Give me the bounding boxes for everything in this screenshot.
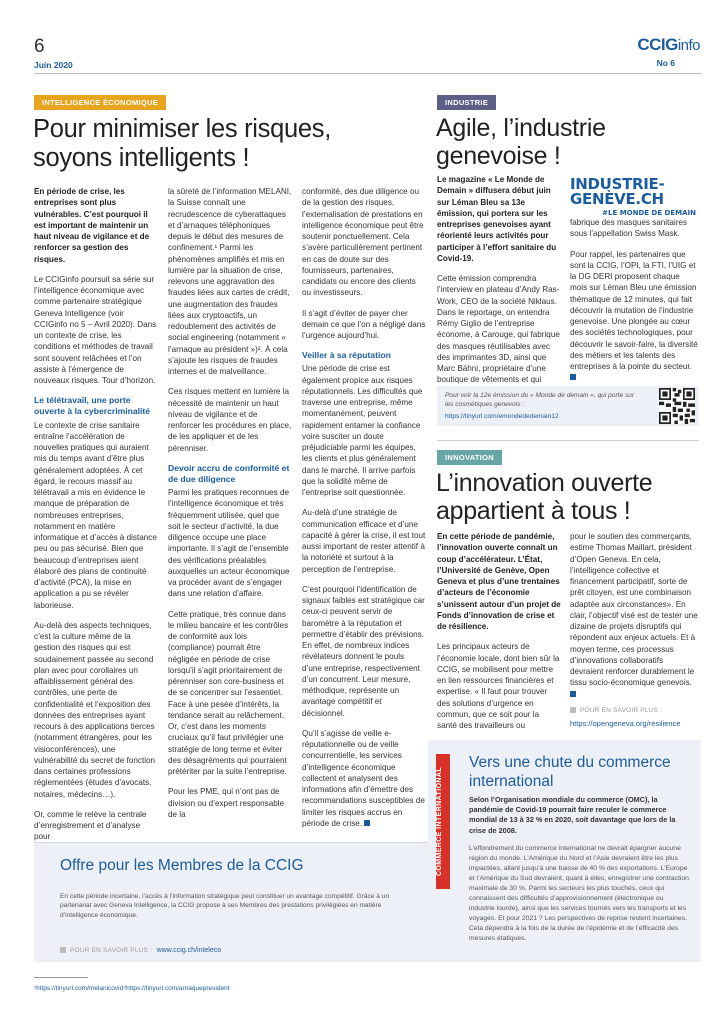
article1-subhead-reputation: Veiller à sa réputation — [302, 350, 391, 361]
article2-column-1 — [437, 174, 561, 395]
article3-link[interactable]: https://opengeneva.org/resilience — [570, 718, 681, 728]
article3-column-2 — [570, 531, 698, 729]
article3-title — [436, 469, 706, 526]
article1-paragraph — [302, 728, 426, 829]
article3-more-label: POUR EN SAVOIR PLUS : — [570, 707, 698, 716]
article2-title-line2: genevoise ! — [436, 142, 561, 171]
offer-more-label: POUR EN SAVOIR PLUS : — [60, 947, 152, 954]
article1-subhead-conformite: Devoir accru de conformité et de due diligence — [168, 462, 290, 484]
footnote-divider — [34, 977, 88, 978]
article1-title-line1: Pour minimiser les risques, — [33, 115, 331, 143]
article1-paragraph: Le CCIGinfo poursuit sa série sur l’intelligence économique avec comme partenaire stratégique Geneva Intelligence (voir CCIGinfo no 5 – Avril 2020). Dans un contexte de crise, les conditions et méthodes de travail sont souvent relâchées et l’on assiste à l’émergence de nouveaux risques. Tour d’horizon. — [34, 274, 157, 385]
article2-info-box — [437, 386, 699, 426]
article2-paragraph: Cette émission comprendra l’interview en plateau d’Andy Ras-Work, CEO de la société Niklaus. Dans le reportage, on entendra Rémy Giglio de l’entreprise économe, à Carouge, qui fabrique des masques réutilisables avec des imprimantes 3D, ainsi que Marc Bähni, propriétaire d’une boutique de vêtements et qui — [437, 274, 560, 385]
article1-column-3 — [302, 186, 426, 838]
article3-closing: pour le soutien des commerçants, estime Thomas Maillart, président d’Open Geneva. En cela, l’intelligence collective et financement participatif, sorte de prêt citoyen, est une combinaison adaptée aux circonstances». En clair, l’objectif visé est de tester une dizaine de projets disruptifs qui répondent aux enjeux actuels. Et à moyen terme, ces processus d’innovations collaboratifs devraient renforcer durablement le tissu socio-économique genevois. — [570, 532, 698, 688]
article1-paragraph: Une période de crise est également propice aux risques réputationnels. Les difficultés que traverse une entreprise, même momentanément, peuvent rapidement entamer la confiance voire susciter un doute préjudiciable parmi les équipes, les clients et plus généralement dans le marché. Il arrive parfois que la solidité même de l’entreprise soit questionnée. — [302, 364, 423, 498]
logo-sub: info — [677, 37, 700, 54]
section-divider — [437, 440, 699, 441]
end-square-icon — [364, 820, 370, 826]
article1-paragraph: Le contexte de crise sanitaire entraîne l’accélération de nouvelles pratiques qui auraient mis du temps avant d’être plus généralement adoptées. À cet égard, le recours massif au télétravail a mis en évidence le manque de préparation de nombreuses entreprises, notamment en matière informatique et d’accès à distance peu ou pas sécurisé. Bien que beaucoup d’entreprises aient élaboré des plans de continuité d’activité (PCA), la mise en application a pu se révéler laborieuse. — [34, 420, 157, 610]
section-label-innovation: INNOVATION — [437, 450, 502, 465]
issue-date: Juin 2020 — [34, 60, 73, 70]
article2-info-text: Pour voir la 12e émission du « Monde de demain », qui porte sur les cosmétiques genevois : — [445, 392, 635, 408]
article2-column-2 — [570, 217, 698, 393]
article1-lead: En période de crise, les entreprises sont plus vulnérables. C’est pourquoi il est important de maintenir un haut niveau de vigilance et de renforcer sa gestion des risques. — [34, 187, 150, 264]
article1-paragraph: Parmi les pratiques reconnues de l’intelligence économique et très fréquemment utilisée, quel que soit le secteur d’activité, la due diligence occupe une place importante. Il s’agit de l’ensemble des vérifications préalables auxquelles un acteur économique va procéder avant de s’engager dans une relation d’affaire. — [168, 488, 290, 599]
commerce-box — [428, 740, 701, 962]
article4-title-line1: Vers une chute du commerce — [469, 754, 671, 771]
offer-link[interactable]: www.ccig.ch/inteleco — [156, 947, 222, 954]
article1-paragraph: conformité, des due diligence ou de la gestion des risques, l’externalisation de prestations en intelligence économique peut être soutenir ponctuellement. Cela s’avère particulièrement pertinent en cas de doute sur des fournisseurs, partenaires, candidats ou encore des clients ou investisseurs. — [302, 187, 424, 298]
article4-body: L’effondrement du commerce international ne devrait épargner aucune région du monde. L’Amérique du Nord et l’Asie devraient être les plus impactées, allant jusqu’à une baisse de 40 % des exportations. L’Europe et l’Amérique du Sud devraient, quant à elles, enregistrer une contraction maximale de 30 %. Parmi les secteurs les plus touchés, ceux qui connaissent des difficultés d’approvisionnement (électronique ou industrie lourde), ainsi que les services tournés vers les transports et les voyages. Et pour 2021 ? Les perspectives de reprise restent incertaines. Cela dépendra à la fois de la durée de l’épidémie et de l’efficacité des mesures étatiques. — [469, 845, 689, 942]
end-square-icon — [570, 691, 576, 697]
offer-more — [60, 939, 221, 957]
commerce-side-label: COMMERCE INTERNATIONAL — [436, 754, 450, 889]
article4-title — [469, 754, 694, 791]
article3-lead: En cette période de pandémie, l’innovation ouverte connaît un coup d’accélérateur. L’État, l’Université de Genève, Open Geneva et plus d’une trentaines d’acteurs de l’économie s’unissent autour d’un projet de Fonds d’innovation de crise et de résilience. — [437, 532, 561, 631]
ccig-logo — [637, 35, 700, 55]
article1-paragraph: Cette pratique, très connue dans le milieu bancaire et les contrôles de conformité aux lois (compliance) pourrait être négligée en période de crise lorsqu’il s’agit prioritairement de pérenniser son core-business et de se concentrer sur l’essentiel. Face à une pesée d’intérêts, la tendance serait au relâchement. Or, c’est dans les moments cruciaux qu’il faut privilégier une stratégie de long terme et éviter des désagréments qui pourraient prétériter par la suite l’entreprise. — [168, 609, 289, 777]
article1-paragraph: C’est pourquoi l’identification de signaux faibles est stratégique car ceux-ci peuvent servir de baromètre à la réputation et permettre d’établir des prévisions. En effet, de nombreux indices révélateurs donnent le pouls d’une entreprise, respectivement d’un concurrent. Leur mesure, méthodique, représente un avantage compétitif et décisionnel. — [302, 584, 425, 718]
article1-paragraph: Il s’agit d’éviter de payer cher demain ce que l’on a négligé dans l’urgence aujourd’hui. — [302, 308, 426, 340]
article3-title-line2: appartient à tous ! — [436, 497, 631, 526]
article2-title — [436, 114, 706, 171]
article2-paragraph: fabrique des masques sanitaires sous l’appellation Swiss Mask. — [570, 218, 687, 239]
article2-title-line1: Agile, l’industrie — [436, 114, 606, 142]
page-number: 6 — [34, 36, 45, 57]
article2-closing: Pour rappel, les partenaires que sont la CCIG, l’OPI, la FTI, l’UIG et la DG DERI proposent chaque mois sur Léman Bleu une émission thématique de 12 minutes, qui fait découvrir la mutation de l’industrie genevoise. Une plongée au cœur des sociétés technologiques, pour découvrir le savoir-faire, la diversité des métiers et les talents des entreprises à la pointe du secteur. — [570, 249, 698, 371]
offer-title: Offre pour les Membres de la CCIG — [60, 857, 304, 874]
article1-column-1 — [34, 186, 158, 852]
header-divider — [34, 73, 702, 74]
article1-column-2 — [168, 186, 292, 829]
logo-main: CCIG — [637, 35, 678, 54]
section-label-industrie: INDUSTRIE — [437, 95, 496, 110]
article3-paragraph: Les principaux acteurs de l’économie locale, dont bien sûr la CCIG, se mobilisent pour mettre en lien ressources financières et expertise. « Il faut pour trouver des solutions d’urgence en commun, que ce soit pour la santé des travailleurs ou — [437, 642, 560, 730]
article3-column-1 — [437, 531, 561, 740]
article3-title-line1: L’innovation ouverte — [436, 469, 653, 497]
article4-lead: Selon l’Organisation mondiale du commerce (OMC), la pandémie de Covid-19 pourrait faire reculer le commerce mondial de 13 à 32 % en 2020, soit davantage que lors de la crise de 2008. — [469, 795, 676, 835]
article1-paragraph: la sûreté de l’information MELANI, la Suisse connaît une recrudescence de cyberattaques et d’arnaques téléphoniques depuis le début des mesures de confinement.¹ Parmi les phénomènes amplifiés et mis en lumière par la situation de crise, relevons une aggravation des fraudes liées aux cartes de crédit, une augmentation des fraudes liées aux cryptoactifs, un redoublement des activités de social engineering (notamment « l’arnaque au président »)². À cela s’ajoute les risques de fraudes internes et de malveillance. — [168, 187, 292, 376]
section-label-intelligence: INTELLIGENCE ÉCONOMIQUE — [34, 95, 166, 110]
article1-paragraph: Ces risques mettent en lumière la nécessité de maintenir un haut niveau de vigilance et de renforcer les procédures en place, de les appliquer et de les pérenniser. — [168, 387, 292, 453]
industrie-logo-line1: INDUSTRIE-GENÈVE.CH — [570, 175, 665, 208]
footnote-2[interactable]: ²https://tinyurl.com/arnaquepresident — [124, 985, 230, 992]
article1-paragraph: Or, comme le relève la centrale d’enregistrement et d’analyse pour — [34, 809, 147, 842]
article1-subhead-teletravail: Le télétravail, une porte ouverte à la cybercriminalité — [34, 395, 151, 417]
industrie-geneve-logo — [570, 177, 696, 217]
article1-paragraph: Au-delà d’une stratégie de communication efficace et d’une capacité à gérer la crise, il est tout aussi important de rester attentif à la notoriété et surtout à la perception de l’entreprise. — [302, 508, 426, 574]
article3-paragraph — [570, 531, 698, 700]
article4-title-line2: international — [469, 772, 554, 790]
footnote-1[interactable]: ¹https://tinyurl.com/melanicovid — [34, 985, 124, 992]
end-square-icon — [570, 374, 576, 380]
article1-closing: Qu’il s’agisse de veille e-réputationnelle ou de veille concurrentielle, les services d’intelligence économique collectent et analysent des informations afin d’émettre des recommandations susceptibles de limiter les risques accrus en période de crise. — [302, 728, 425, 828]
article1-paragraph: Au-delà des aspects techniques, c’est la culture même de la gestion des risques qui est soudainement passée au second plan avec pour corollaires un affaiblissement général des contrôles, une perte de confidentialité et l’exposition des données des entreprises ayant recours à des applications tierces (notamment étrangères, pour les visioconférences), une vulnérabilité du secret de fonction dans certaines professions réglementées (études d’avocats, notaires, médecins…). — [34, 620, 156, 799]
issue-number: No 6 — [656, 58, 675, 68]
article1-title-line2: soyons intelligents ! — [33, 143, 250, 172]
qr-code-icon[interactable] — [659, 388, 695, 424]
industrie-logo-line2: #LE MONDE DE DEMAIN — [602, 209, 696, 217]
article2-lead: Le magazine « Le Monde de Demain » diffusera début juin sur Léman Bleu sa 13e émission, qui portera sur les entreprises genevoises ayant réorienté leurs activités pour participer à l’effort sanitaire du Covid-19. — [437, 175, 557, 263]
offer-text: En cette période incertaine, l’accès à l’information stratégique peut constituer un avantage compétitif. Grâce à un partenariat avec Geneva Intelligence, la CCIG propose à ses Membres des prestations privilégiées en matière d’intelligence économique. — [60, 893, 390, 919]
offer-box — [34, 842, 428, 962]
article1-paragraph: Pour les PME, qui n’ont pas de division ou d’expert responsable de la — [168, 787, 285, 819]
article2-paragraph — [570, 249, 698, 384]
article1-title — [33, 115, 423, 173]
article2-info-link[interactable]: https://tinyurl.com/emondededemain12 — [445, 413, 559, 420]
